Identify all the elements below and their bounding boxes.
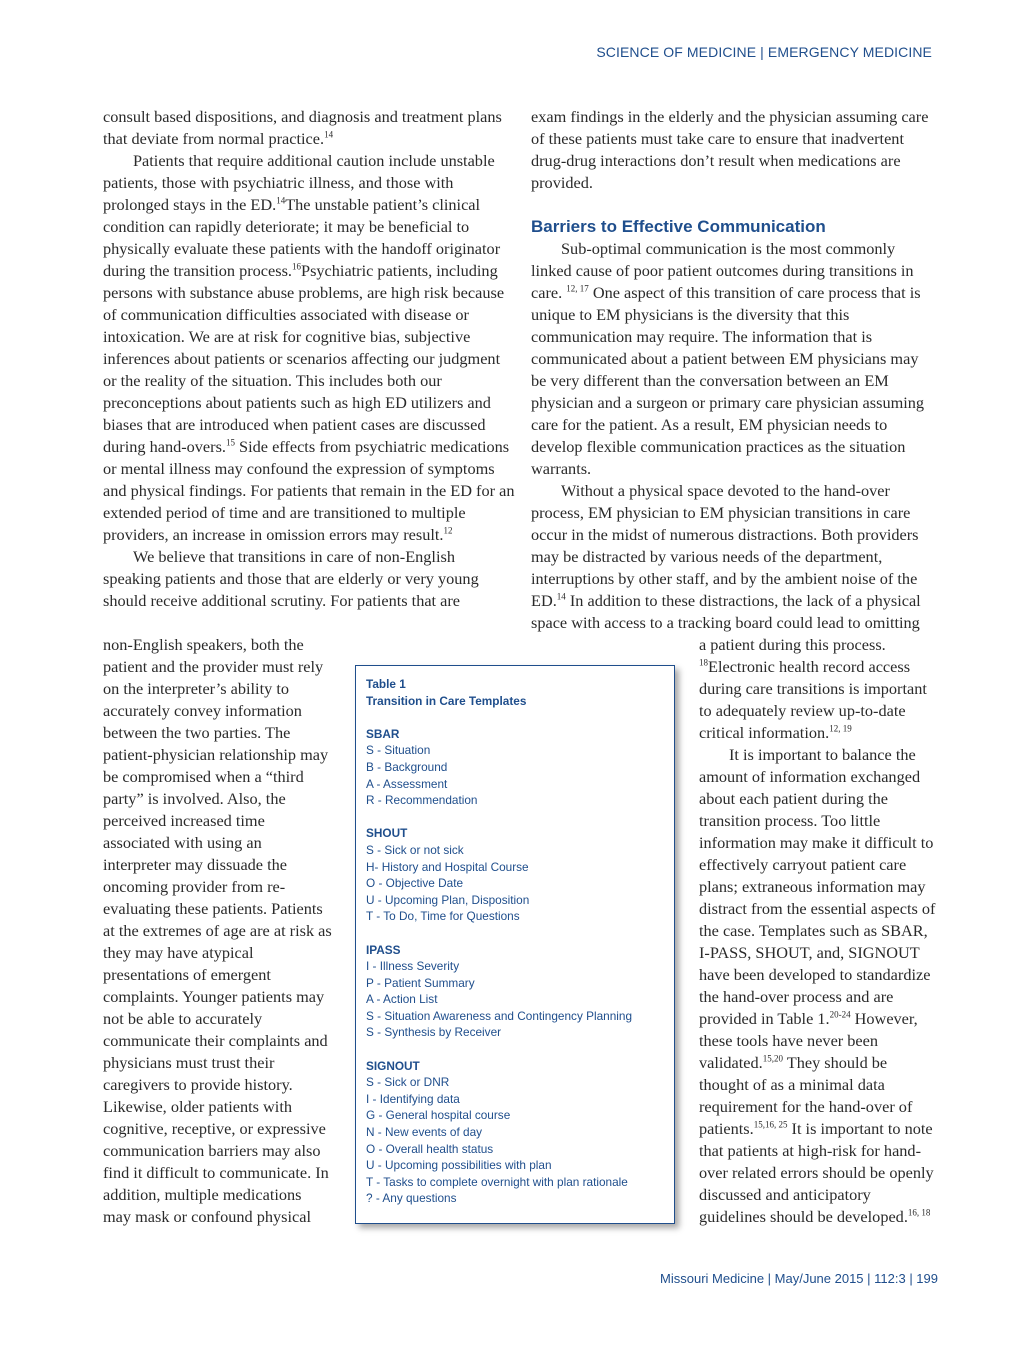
template-item: I - Illness Severity [366,959,460,974]
template-group-title: SHOUT [366,826,408,841]
left-column-wrapped [103,634,333,1228]
paragraph: Without a physical space devoted to the hand-over process, EM physician to EM physician transitions in care occur in the midst of numerous distractions. Both providers may be distracted by various needs of the department, interruptions by other staff, and by the ambient noise of the ED.$^{14}$ In addition to these distractions, the lack of a physical space with access to a tracking board could lead to omitting [531,481,921,632]
template-item: S - Situation Awareness and Contingency Planning [366,1008,633,1023]
template-item: G - General hospital course [366,1108,511,1123]
page-footer: Missouri Medicine | May/June 2015 | 112:3 | 199 [660,1271,938,1286]
template-item: H- History and Hospital Course [366,859,529,874]
template-item: O - Overall health status [366,1141,494,1156]
template-group [366,726,664,809]
template-group [366,942,664,1042]
template-item: N - New events of day [366,1125,483,1140]
template-item: A - Action List [366,992,438,1007]
table-label: Table 1 [366,677,406,691]
left-column [103,106,515,612]
template-item: P - Patient Summary [366,975,475,990]
template-item: R - Recommendation [366,793,478,808]
table-1-box [355,665,675,1224]
template-item: U - Upcoming possibilities with plan [366,1158,552,1173]
template-group-title: SIGNOUT [366,1058,420,1073]
paragraph: Patients that require additional caution include unstable patients, those with psychiatric illness, and those with prolonged stays in the ED.$^{14}$The unstable patient’s clinical condition can rapidly deteriorate; it may be beneficial to physically evaluate these patients with the handoff originator during the transition process.$^{16}$Psychiatric patients, including persons with substance abuse problems, are high risk because of communication difficulties associated with disease or intoxication. We are at risk for cognitive bias, subjective inferences about patients or scenarios affecting our judgment or the reality of the situation. This includes both our preconceptions about patients such as high ED utilizers and biases that are introduced when patient cases are discussed during hand-overs.$^{15}$ Side effects from psychiatric medications or mental illness may confound the expression of symptoms and physical findings. For patients that remain in the ED for an extended period of time and are transitioned to multiple providers, an increase in omission errors may result.$^{12}$ [103,151,515,544]
paragraph: consult based dispositions, and diagnosis and treatment plans that deviate from normal practice.$^{14}$ [103,107,502,148]
template-group [366,1058,664,1207]
template-item: ? - Any questions [366,1191,457,1206]
template-group-title: IPASS [366,942,401,957]
section-heading: Barriers to Effective Communication [531,217,826,236]
paragraph: We believe that transitions in care of non-English speaking patients and those that are elderly or very young should receive additional scrutiny. For patients that are [103,547,479,610]
paragraph: It is important to balance the amount of information exchanged about each patient during the transition process. Too little information may make it difficult to effectively carryout patient care plans; extraneous information may distract from the essential aspects of the case. Templates such as SBAR, I-PASS, SHOUT, and, SIGNOUT have been developed to standardize the hand-over process and are provided in Table 1.$^{20-24}$ However, these tools have never been validated.$^{15,20}$ They should be thought of as a minimal data requirement for the hand-over of patients.$^{15,16, 25}$ It is important to note that patients at high-risk for hand-over related errors should be openly discussed and anticipatory guidelines should be developed.$^{16, 18}$ [699,745,936,1226]
template-item: S - Sick or DNR [366,1075,450,1090]
template-item: T - Tasks to complete overnight with plan rationale [366,1174,628,1189]
template-item: S - Synthesis by Receiver [366,1025,502,1040]
template-item: A - Assessment [366,776,448,791]
template-group-title: SBAR [366,726,400,741]
template-item: U - Upcoming Plan, Disposition [366,892,530,907]
right-column [531,106,936,634]
template-item: S - Sick or not sick [366,842,464,857]
template-item: I - Identifying data [366,1091,460,1106]
template-item: T - To Do, Time for Questions [366,909,520,924]
template-item: S - Situation [366,743,431,758]
table-title: Transition in Care Templates [366,693,527,708]
template-item: B - Background [366,759,448,774]
paragraph: Sub-optimal communication is the most commonly linked cause of poor patient outcomes during transitions in care. $^{12, 17}$ One aspect of this transition of care process that is unique to EM physicians is the diversity that this communication may require. The information that is communicated about a patient between EM physicians may be very different than the conversation between an EM physician and a surgeon or primary care physician assuming care for the patient. As a result, EM physician needs to develop flexible communication practices as the situation warrants. [531,239,925,478]
running-header: SCIENCE OF MEDICINE | EMERGENCY MEDICINE [596,44,932,60]
right-column-wrapped [699,634,939,1228]
table-groups [366,726,664,1207]
template-group [366,825,664,925]
template-item: O - Objective Date [366,876,464,891]
paragraph: non-English speakers, both the patient and the provider must rely on the interpreter’s ability to accurately convey information between the two parties. The patient-physician relationship may be compromised when a “third party” is involved. Also, the perceived increased time associated with using an interpreter may dissuade the oncoming provider from re-evaluating these patients. Patients at the extremes of age are at risk as they may have atypical presentations of emergent complaints. Younger patients may not be able to accurately communicate their complaints and physicians must trust their caregivers to provide history. Likewise, older patients with cognitive, receptive, or expressive communication barriers may also find it difficult to communicate. In addition, multiple medications may mask or confound physical [103,635,332,1226]
paragraph: exam findings in the elderly and the physician assuming care of these patients must take care to ensure that inadvertent drug-drug interactions don’t result when medications are provided. [531,107,929,192]
paragraph: a patient during this process. $^{18}$Electronic health record access during care transitions is important to adequately review up-to-date critical information.$^{12, 19}$ [699,635,927,742]
